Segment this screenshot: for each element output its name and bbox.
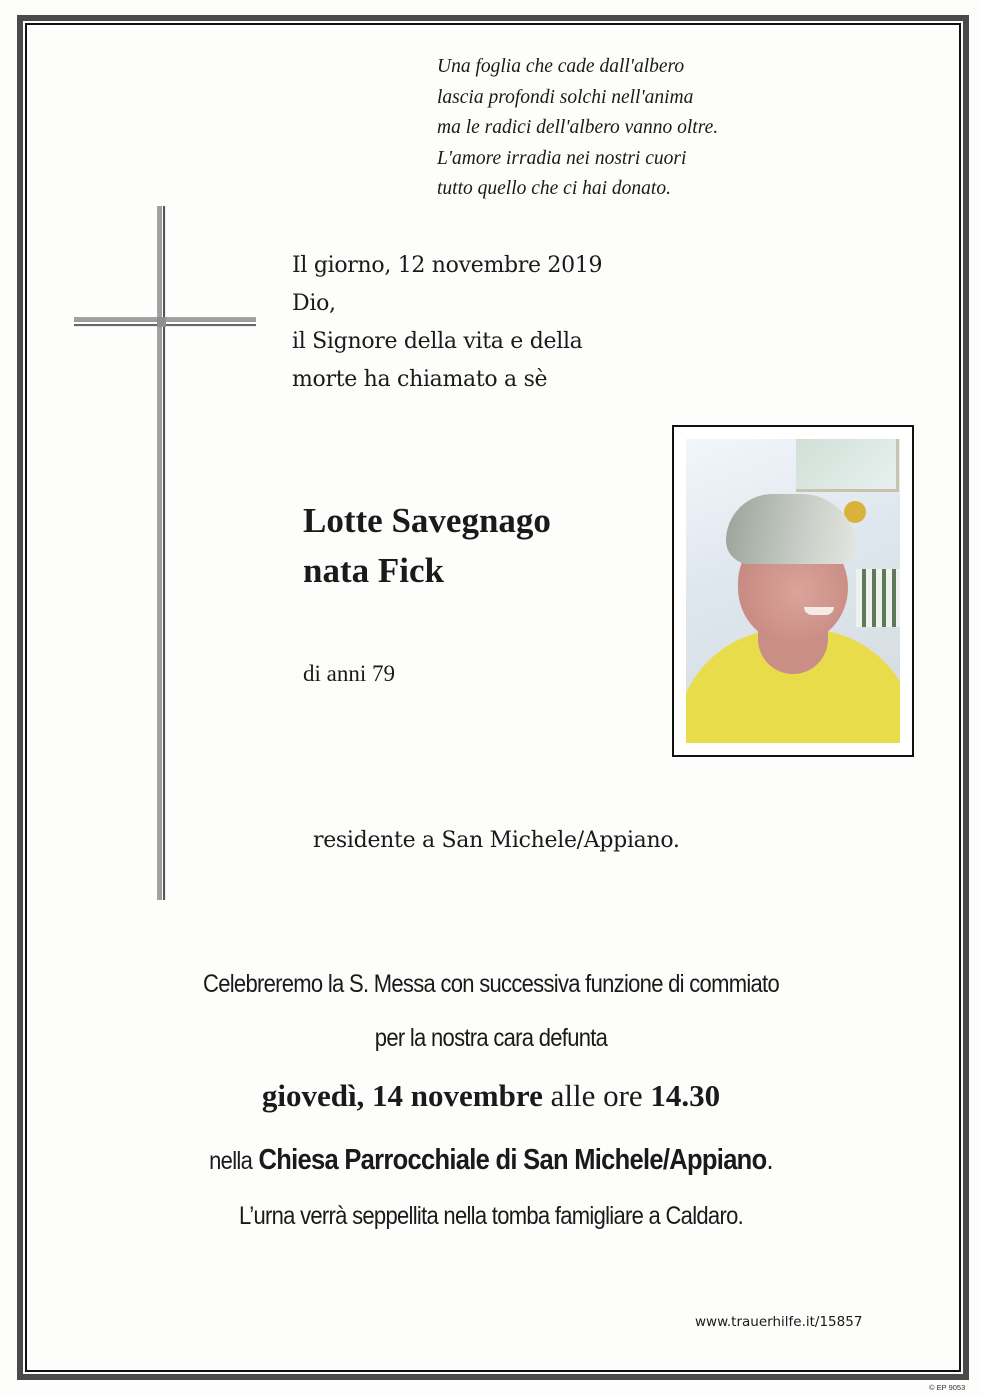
- copyright-note: © EP 9053: [929, 1383, 966, 1392]
- deceased-age: di anni 79: [303, 661, 395, 686]
- poem-line: Una foglia che cade dall'albero: [437, 56, 685, 77]
- deceased-name: Lotte Savegnago: [303, 501, 551, 540]
- service-time: 14.30: [650, 1078, 721, 1113]
- deceased-birth-name: nata Fick: [303, 551, 444, 590]
- photo-background-radiator: [856, 569, 900, 627]
- service-place-prefix: nella: [209, 1147, 253, 1175]
- service-time-prefix: alle ore: [550, 1078, 643, 1113]
- service-place-suffix: .: [766, 1144, 773, 1176]
- poem-line: tutto quello che ci hai donato.: [437, 178, 671, 199]
- burial-note: L’urna verrà seppellita nella tomba famigliare a Caldaro.: [238, 1202, 744, 1230]
- intro-line: il Signore della vita e della: [292, 329, 583, 354]
- poem: [437, 52, 837, 205]
- service-line-1: Celebreremo la S. Messa con successiva funzione di commiato: [203, 970, 779, 998]
- residence: residente a San Michele/Appiano.: [313, 828, 680, 853]
- intro-line: morte ha chiamato a sè: [292, 367, 548, 392]
- intro-line: Il giorno, 12 novembre 2019: [292, 253, 603, 278]
- service-location: [85, 1138, 896, 1183]
- service-line-2: per la nostra cara defunta: [374, 1024, 608, 1052]
- service-place: Chiesa Parrocchiale di San Michele/Appiano: [258, 1144, 767, 1176]
- service-datetime: [30, 1074, 952, 1118]
- photo-background-picture: [796, 439, 899, 492]
- cross-intersection: [157, 317, 166, 327]
- poem-line: L'amore irradia nei nostri cuori: [437, 147, 687, 169]
- poem-line: lascia profondi solchi nell'anima: [437, 86, 694, 108]
- portrait-photo: [686, 439, 900, 743]
- photo-hair: [726, 494, 856, 564]
- service-date: giovedì, 14 novembre: [261, 1078, 543, 1113]
- website-link[interactable]: www.trauerhilfe.it/15857: [695, 1314, 863, 1330]
- portrait-photo-frame: [672, 425, 914, 757]
- intro-line: Dio,: [292, 291, 336, 316]
- cross-vertical-bar: [157, 206, 166, 900]
- poem-line: ma le radici dell'albero vanno oltre.: [437, 117, 719, 138]
- photo-smile: [804, 607, 834, 615]
- announcement-intro: [292, 247, 602, 399]
- deceased-name-block: [303, 496, 551, 596]
